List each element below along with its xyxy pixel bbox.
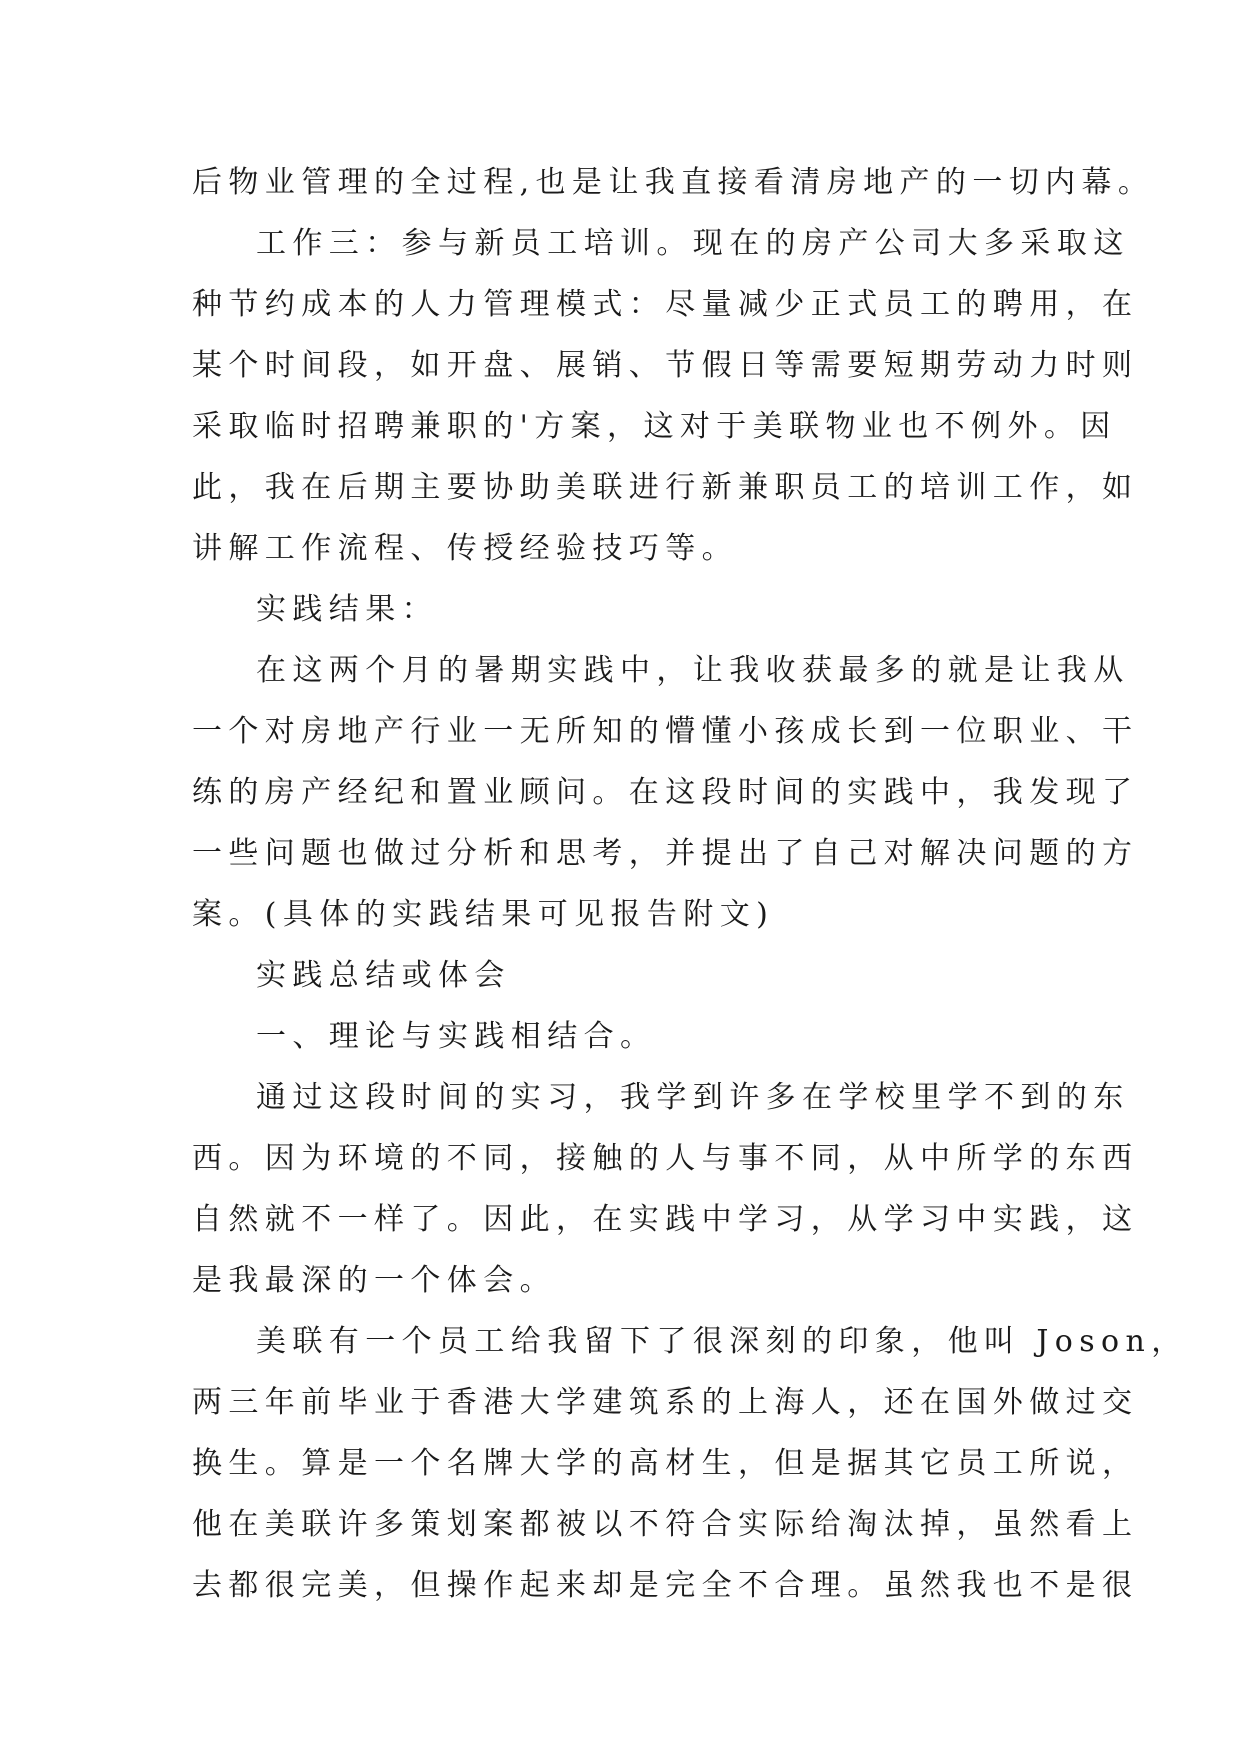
text-line: 后物业管理的全过程,也是让我直接看清房地产的一切内幕。 [192,165,1155,200]
section-heading: 实践总结或体会 [256,958,511,993]
body-text [192,152,1188,1616]
text-line: 案。(具体的实践结果可见报告附文) [192,897,775,932]
text-line: 某个时间段，如开盘、展销、节假日等需要短期劳动力时则 [192,348,1139,383]
text-line: 换生。算是一个名牌大学的高材生，但是据其它员工所说， [192,1446,1139,1481]
text-line: 自然就不一样了。因此，在实践中学习，从学习中实践，这 [192,1202,1139,1237]
text-line: 讲解工作流程、传授经验技巧等。 [192,531,738,566]
text-line: 西。因为环境的不同，接触的人与事不同，从中所学的东西 [192,1141,1139,1176]
text-line: 一个对房地产行业一无所知的懵懂小孩成长到一位职业、干 [192,714,1139,749]
paragraph-first-line: 工作三：参与新员工培训。现在的房产公司大多采取这 [256,226,1130,261]
paragraph-first-line: 在这两个月的暑期实践中，让我收获最多的就是让我从 [256,653,1130,688]
subsection-heading: 一、理论与实践相结合。 [256,1019,657,1054]
section-heading: 实践结果： [256,592,438,627]
text-line: 此，我在后期主要协助美联进行新兼职员工的培训工作，如 [192,470,1139,505]
text-line: 练的房产经纪和置业顾问。在这段时间的实践中，我发现了 [192,775,1139,810]
text-line: 采取临时招聘兼职的'方案，这对于美联物业也不例外。因 [192,409,1117,444]
paragraph-first-line: 美联有一个员工给我留下了很深刻的印象，他叫 Joson， [256,1324,1188,1359]
text-line: 一些问题也做过分析和思考，并提出了自己对解决问题的方 [192,836,1139,871]
text-line: 是我最深的一个体会。 [192,1263,556,1298]
text-line: 去都很完美，但操作起来却是完全不合理。虽然我也不是很 [192,1568,1139,1603]
paragraph-first-line: 通过这段时间的实习，我学到许多在学校里学不到的东 [256,1080,1130,1115]
text-line: 两三年前毕业于香港大学建筑系的上海人，还在国外做过交 [192,1385,1139,1420]
text-line: 种节约成本的人力管理模式：尽量减少正式员工的聘用，在 [192,287,1139,322]
text-line: 他在美联许多策划案都被以不符合实际给淘汰掉，虽然看上 [192,1507,1139,1542]
